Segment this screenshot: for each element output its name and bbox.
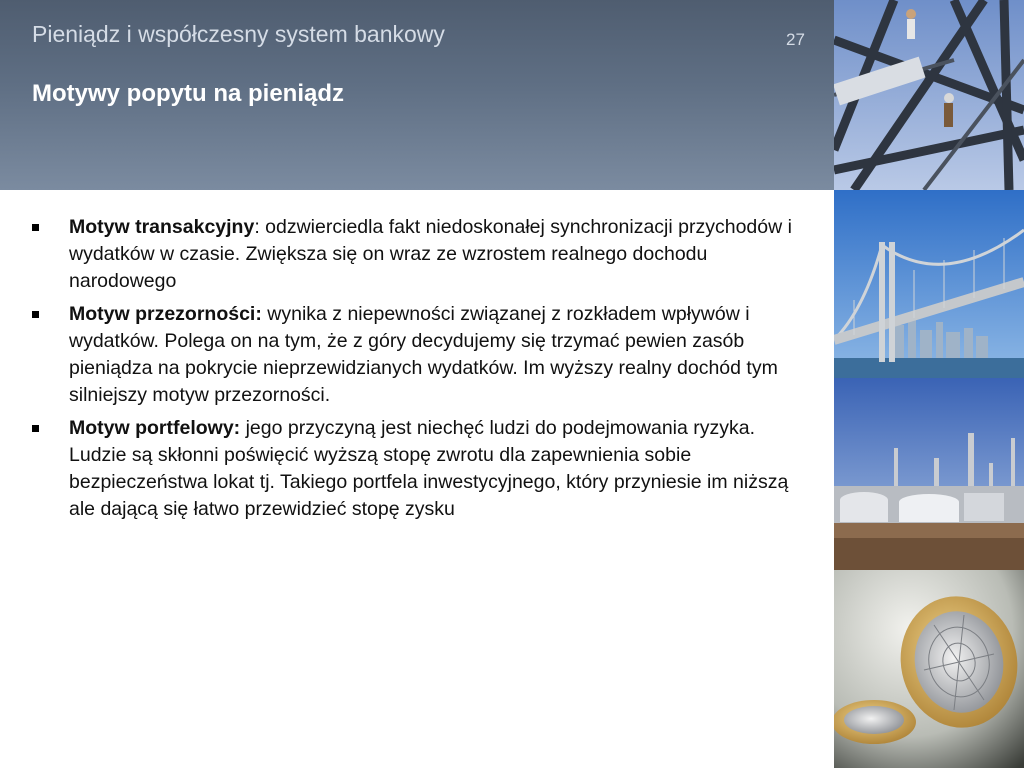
coins-photo bbox=[834, 570, 1024, 768]
slide-title: Motywy popytu na pieniądz bbox=[32, 80, 345, 107]
square-bullet-icon bbox=[32, 311, 39, 318]
construction-photo bbox=[834, 0, 1024, 190]
course-title: Pieniądz i współczesny system bankowy bbox=[32, 21, 445, 47]
bullet-term: Motyw przezorności: bbox=[69, 303, 262, 325]
bullet-item-portfolio-motive bbox=[32, 415, 807, 523]
bullet-term: Motyw transakcyjny bbox=[69, 216, 255, 238]
bullet-list bbox=[32, 214, 807, 529]
photo-strip bbox=[834, 0, 1024, 768]
bullet-text: wynika z niepewności związanej z rozkładem wpływów i wydatków. Polega on na tym, że z góry decydujemy się trzymać pewien zasób pieniądza na pokrycie nieprzewidzianych wydatków. Im wyższy realny dochód tym silniejszy motyw przezorności. bbox=[69, 303, 778, 406]
refinery-photo bbox=[834, 378, 1024, 570]
bullet-item-transaction-motive bbox=[32, 214, 807, 295]
bridge-photo bbox=[834, 190, 1024, 378]
square-bullet-icon bbox=[32, 425, 39, 432]
slide-number: 27 bbox=[786, 30, 805, 49]
bullet-item-precautionary-motive bbox=[32, 301, 807, 409]
bullet-term: Motyw portfelowy: bbox=[69, 417, 241, 439]
slide-header bbox=[0, 0, 834, 190]
bullet-text: jego przyczyną jest niechęć ludzi do podejmowania ryzyka. Ludzie są skłonni poświęcić wyższą stopę zwrotu dla zapewnienia sobie bezpieczeństwa lokat tj. Takiego portfela inwestycyjnego, który przyniesie im niższą ale dającą się łatwo przewidzieć stopę zysku bbox=[69, 417, 789, 520]
bullet-text: : odzwierciedla fakt niedoskonałej synchronizacji przychodów i wydatków w czasie. Zwiększa się on wraz ze wzrostem realnego dochodu narodowego bbox=[69, 216, 792, 292]
square-bullet-icon bbox=[32, 224, 39, 231]
